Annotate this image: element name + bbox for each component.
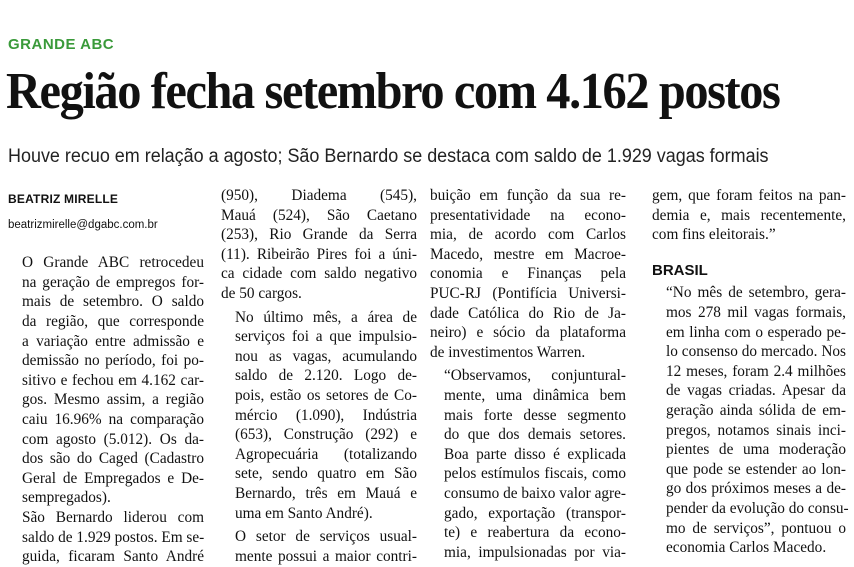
text-line: do que dos demais setores. <box>444 426 626 444</box>
text-line: Bernardo, três em Mauá e <box>235 484 417 502</box>
text-line: sempregados). <box>22 489 111 507</box>
text-line: mente possui a maior contri- <box>235 547 417 565</box>
text-line: sitivo e fechou em 4.162 car- <box>22 371 204 389</box>
text-line: mo de serviços”, pontuou o <box>666 519 846 537</box>
text-line: economia Carlos Macedo. <box>666 539 827 557</box>
text-line: go dos próximos meses a de- <box>666 480 846 498</box>
section-heading-brasil: BRASIL <box>652 261 708 279</box>
text-line: Boa parte disso é explicada <box>444 445 626 463</box>
text-line: (11). Ribeirão Pires foi a úni- <box>221 245 417 263</box>
text-line: mente, uma dinâmica bem <box>444 386 626 404</box>
text-line: da região, que corresponde <box>22 312 204 330</box>
text-line: gos. Mesmo assim, a região <box>22 391 204 409</box>
text-line: gem, que foram feitos na pan- <box>652 187 846 204</box>
text-line: a variação entre admissão e <box>22 332 204 350</box>
text-line: O Grande ABC retrocedeu <box>22 254 204 272</box>
text-line: (253), Rio Grande da Serra <box>221 226 417 244</box>
paragraph <box>221 186 417 304</box>
text-line: ca cidade com saldo negativo <box>221 265 417 283</box>
text-line: Mauá (524), São Caetano <box>221 206 417 224</box>
text-line: conomia e Finanças pela <box>430 265 626 283</box>
paragraph <box>221 308 417 524</box>
text-line: dade Católica do Rio de Ja- <box>430 304 626 322</box>
text-line: Geral de Empregados e De- <box>22 469 204 487</box>
text-line: mais de setembro. O saldo <box>22 293 204 311</box>
author-byline: BEATRIZ MIRELLE <box>8 192 119 206</box>
paragraph <box>8 508 204 567</box>
text-line: caiu 16.96% na comparação <box>22 410 204 428</box>
text-line: No último mês, a área de <box>235 308 417 326</box>
text-line: demissão no período, foi po- <box>22 352 204 370</box>
text-line: pientes de uma moderação <box>666 441 846 459</box>
text-line: neiro) e sócio da plataforma <box>430 324 626 342</box>
text-line: lo consenso do mercado. Nos <box>666 343 846 361</box>
text-line: pelos estímulos fiscais, como <box>444 465 626 483</box>
text-line: Agropecuária (totalizando <box>235 445 417 463</box>
text-line: saldo de 2.120. Logo de- <box>235 367 417 385</box>
paragraph <box>221 527 417 566</box>
text-line: Macedo, mestre em Macroe- <box>430 245 626 263</box>
text-line: “Observamos, conjuntural- <box>444 367 626 385</box>
text-line: mia, impulsionadas por via- <box>444 543 626 561</box>
text-line: com fins eleitorais.” <box>652 226 776 244</box>
paragraph <box>652 186 846 245</box>
text-line: sete, sendo quatro em São <box>235 465 417 483</box>
text-line: gado, exportação (transpor- <box>444 504 626 522</box>
text-line: de 50 cargos. <box>221 284 302 302</box>
text-line: consumo de baixo valor agre- <box>444 484 626 502</box>
section-kicker: GRANDE ABC <box>8 36 115 53</box>
text-line: 12 meses, foram 2.4 milhões <box>666 362 846 380</box>
text-line: de investimentos Warren. <box>430 343 586 361</box>
text-line: em linha com o esperado pe- <box>666 323 846 341</box>
text-line: PUC-RJ (Pontifícia Universi- <box>430 284 626 302</box>
paragraph <box>430 186 626 362</box>
text-line: São Bernardo liderou com <box>22 508 204 526</box>
text-line: mais forte desse segmento <box>444 406 626 424</box>
article-column-3 <box>430 186 626 562</box>
paragraph <box>430 366 626 562</box>
paragraph <box>652 283 849 557</box>
text-line: dos são do Caged (Cadastro <box>22 450 204 468</box>
text-line: uma em Santo André). <box>235 504 373 522</box>
text-line: de vagas criadas. Apesar da <box>666 382 846 400</box>
text-line: (653), Construção (292) e <box>235 426 417 444</box>
text-line: pender da evolução do consu- <box>666 499 849 517</box>
subheadline: Houve recuo em relação a agosto; São Bernardo se destaca com saldo de 1.929 vagas formais <box>8 146 769 167</box>
text-line: com agosto (5.012). Os da- <box>22 430 204 448</box>
text-line: te) e reabertura da econo- <box>444 524 626 542</box>
text-line: pois, estão os setores de Co- <box>235 386 417 404</box>
text-line: (950), Diadema (545), <box>221 187 417 204</box>
text-line: pregos, notamos sinais inci- <box>666 421 846 439</box>
text-line: demia e, mais recentemente, <box>652 206 846 224</box>
text-line: nou as vagas, acumulando <box>235 347 417 365</box>
headline: Região fecha setembro com 4.162 postos <box>6 63 780 120</box>
paragraph <box>8 253 204 508</box>
article-column-1 <box>8 186 204 567</box>
text-line: serviços foi a que impulsio- <box>235 328 417 346</box>
text-line: O setor de serviços usual- <box>235 528 417 546</box>
author-email: beatrizmirelle@dgabc.com.br <box>8 218 158 231</box>
text-line: mia, de acordo com Carlos <box>430 226 626 244</box>
article-column-4 <box>652 186 849 558</box>
article-column-2 <box>221 186 417 566</box>
text-line: na geração de empregos for- <box>22 273 204 291</box>
text-line: mércio (1.090), Indústria <box>235 406 417 424</box>
text-line: que pode se estender ao lon- <box>666 460 846 478</box>
text-line: buição em função da sua re- <box>430 187 626 204</box>
text-line: “No mês de setembro, gera- <box>666 284 846 302</box>
text-line: saldo de 1.929 postos. Em se- <box>22 528 205 546</box>
text-line: guida, ficaram Santo André <box>22 548 204 566</box>
text-line: presentatividade na econo- <box>430 206 626 224</box>
text-line: geração ainda sólida de em- <box>666 401 846 419</box>
text-line: mos 278 mil vagas formais, <box>666 303 846 321</box>
